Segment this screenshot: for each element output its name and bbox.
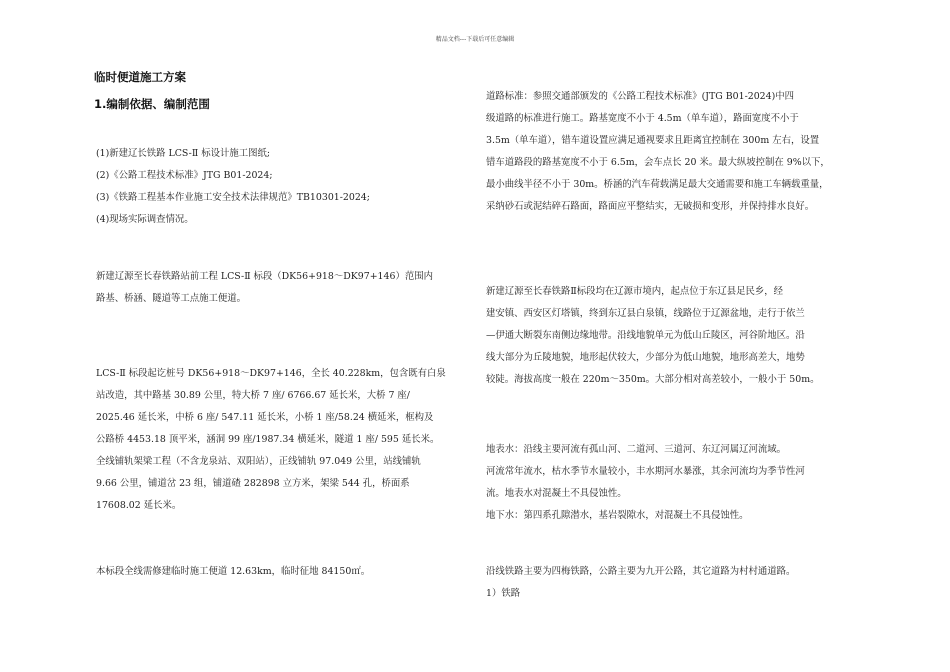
basis-item: (4)现场实际调查情况。 [96, 214, 194, 225]
road-standard-line: 错车道路段的路基宽度不小于 6.5m，会车点长 20 米。最大纵坡控制在 9%以下， [486, 157, 830, 168]
surface-water-line: 地表水：沿线主要河流有孤山河、二道河、三道河、东辽河属辽河流域。 [486, 444, 787, 455]
scope-line: 路基、桥涵、隧道等工点施工便道。 [96, 293, 247, 304]
road-standard-line: 最小曲线半径不小于 30m。桥涵的汽车荷载满足最大交通需要和施工车辆载重量， [486, 179, 829, 190]
scope-line: 新建辽源至长春铁路站前工程 LCS-Ⅱ 标段（DK56+918～DK97+146）范围内 [96, 271, 433, 282]
page-header: 精品文档---下载后可任意编辑 [435, 36, 515, 43]
location-line: 建安镇、西安区灯塔镇，终到东辽县白泉镇，线路位于辽源盆地，走行于依兰 [486, 308, 805, 319]
road-standard-line: 3.5m（单车道），错车道设置应满足通视要求且距离宜控制在 300m 左右，设置 [486, 135, 820, 146]
location-line: —伊通大断裂东南侧边缘地带。沿线地貌单元为低山丘陵区，河谷阶地区。沿 [486, 330, 805, 341]
location-line: 线大部分为丘陵地貌，地形起伏较大，少部分为低山地貌，地形高差大，地势 [486, 352, 805, 363]
location-line: 新建辽源至长春铁路Ⅱ标段均在辽源市境内，起点位于东辽县足民乡，经 [486, 286, 783, 297]
overview-line: 2025.46 延长米，中桥 6 座/ 547.11 延长米，小桥 1 座/58.24 横延米，框构及 [96, 412, 434, 423]
road-standard-line: 采纳砂石或泥结碎石路面，路面应平整结实，无破损和变形，并保持排水良好。 [486, 201, 815, 212]
overview-line: LCS-Ⅱ 标段起讫桩号 DK56+918～DK97+146，全长 40.228km，包含既有白泉 [96, 368, 446, 379]
basis-item: (2)《公路工程技术标准》JTG B01-2024; [96, 170, 273, 181]
document-title: 临时便道施工方案 [94, 70, 186, 84]
overview-line: 9.66 公里，铺道岔 23 组，铺道碴 282898 立方米，架梁 544 孔，桥面系 [96, 478, 410, 489]
basis-item: (3)《铁路工程基本作业施工安全技术法律规范》TB10301-2024; [96, 192, 370, 203]
overview-line: 全线铺轨架梁工程（不含龙泉站、双阳站），正线铺轨 97.049 公里，站线铺轨 [96, 456, 421, 467]
basis-item: (1)新建辽长铁路 LCS-Ⅱ 标设计施工图纸; [96, 148, 270, 159]
overview-line: 站改造，其中路基 30.89 公里，特大桥 7 座/ 6766.67 延长米，大桥 7 座/ [96, 390, 410, 401]
overview-line: 公路桥 4453.18 顶平米，涵洞 99 座/1987.34 横延米，隧道 1 座/ 595 延长米。 [96, 434, 440, 445]
ground-water-line: 地下水：第四系孔隙潜水，基岩裂隙水，对混凝土不具侵蚀性。 [486, 510, 749, 521]
road-standard-line: 道路标准：参照交通部颁发的《公路工程技术标准》(JTG B01-2024)中四 [486, 91, 795, 102]
surface-water-line: 流。地表水对混凝土不具侵蚀性。 [486, 488, 627, 499]
section-heading: 1.编制依据、编制范围 [94, 97, 210, 111]
surface-water-line: 河流常年流水，枯水季节水量较小，丰水期河水暴涨，其余河流均为季节性河 [486, 466, 805, 477]
overview-line: 17608.02 延长米。 [96, 500, 182, 511]
temp-road-line: 本标段全线需修建临时施工便道 12.63km，临时征地 84150㎡。 [96, 566, 371, 577]
road-standard-line: 级道路的标准进行施工。路基宽度不小于 4.5m（单车道），路面宽度不小于 [486, 113, 799, 124]
roads-line: 沿线铁路主要为四梅铁路，公路主要为九开公路，其它道路为村村通道路。 [486, 566, 796, 577]
location-line: 较陡。海拔高度一般在 220m～350m。大部分相对高差较小，一般小于 50m。 [486, 374, 820, 385]
railway-heading: 1）铁路 [486, 588, 521, 599]
